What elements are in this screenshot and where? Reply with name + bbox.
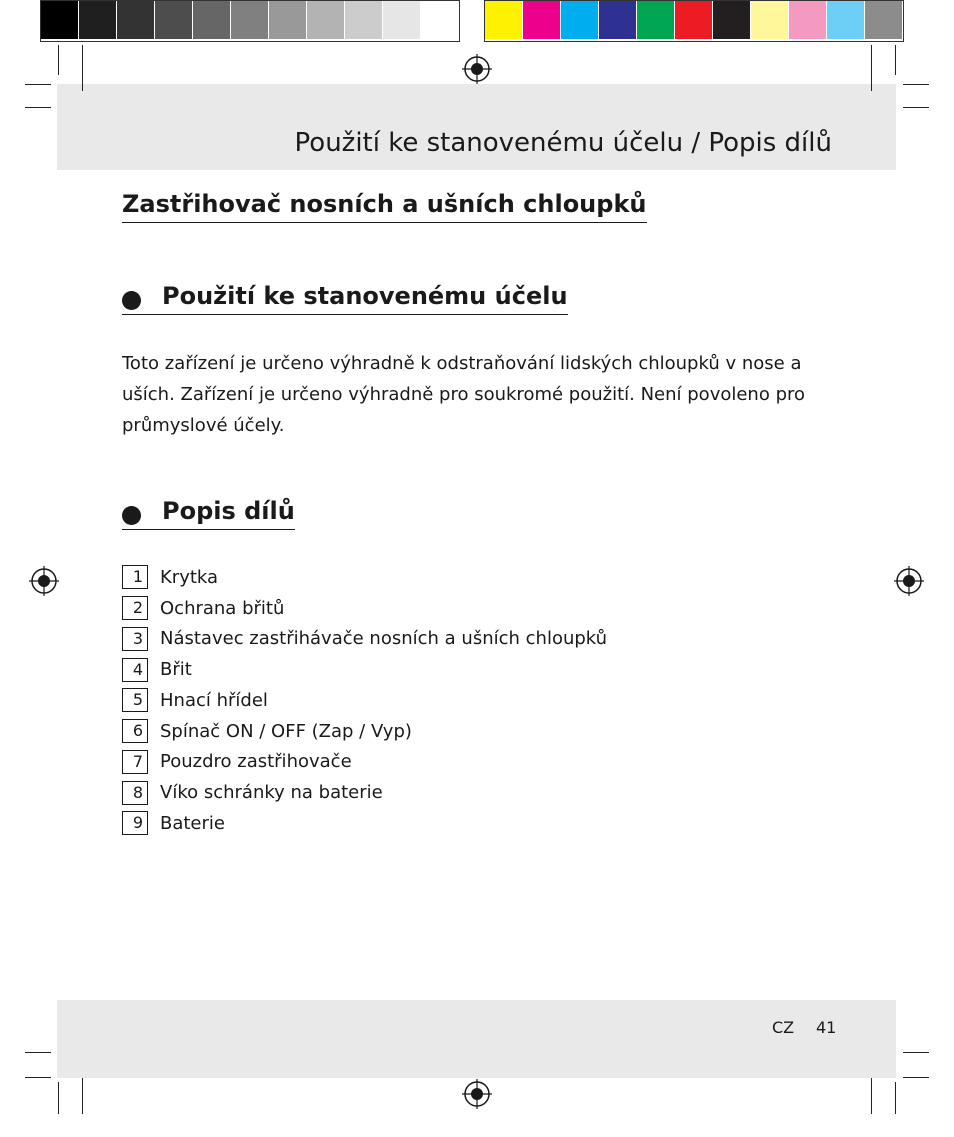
color-swatch [345,1,383,39]
list-item [122,777,607,808]
registration-mark-icon [462,54,492,84]
crop-mark [25,1077,51,1078]
color-swatch [827,1,865,39]
part-label: Pouzdro zastřihovače [160,751,352,773]
part-number-box: 8 [122,781,148,805]
crop-mark [58,45,59,75]
color-swatch [155,1,193,39]
color-swatch [789,1,827,39]
intended-use-heading [122,282,568,315]
color-swatch [307,1,345,39]
crop-mark [58,1082,59,1114]
part-label: Břit [160,659,192,681]
parts-list [122,562,607,839]
registration-mark-icon [462,1079,492,1109]
color-swatch [421,1,459,39]
part-label: Hnací hřídel [160,689,268,711]
crop-mark [895,1082,896,1114]
color-swatch [675,1,713,39]
intended-use-heading-text: Použití ke stanovenému účelu [162,282,568,310]
part-number-box: 3 [122,627,148,651]
list-item [122,593,607,624]
color-swatch [231,1,269,39]
crop-mark [82,1074,83,1114]
part-number-box: 2 [122,596,148,620]
part-number-box: 4 [122,658,148,682]
crop-mark [25,107,51,108]
list-item [122,685,607,716]
color-swatch [41,1,79,39]
crop-mark [903,1052,929,1053]
page-number: 41 [816,1018,837,1037]
page-title: Použití ke stanovenému účelu / Popis dílů [294,128,832,158]
bullet-icon [122,506,141,525]
list-item [122,716,607,747]
intended-use-text: Toto zařízení je určeno výhradně k odstraňování lidských chloupků v nose a uších. Zařízení je určeno výhradně pro soukromé použití. Není povoleno pro průmyslové účely. [122,353,806,436]
bullet-icon [122,291,141,310]
color-swatch [79,1,117,39]
crop-mark [871,45,872,91]
parts-heading-text: Popis dílů [162,497,295,525]
process-color-bar [484,0,904,42]
crop-mark [903,107,929,108]
part-number-box: 5 [122,688,148,712]
part-number-box: 7 [122,750,148,774]
crop-mark [25,84,51,85]
part-label: Víko schránky na baterie [160,782,383,804]
color-swatch [713,1,751,39]
color-swatch [561,1,599,39]
registration-mark-icon [894,566,924,596]
part-label: Nástavec zastřihávače nosních a ušních chloupků [160,628,608,650]
crop-mark [25,1052,51,1053]
color-swatch [383,1,421,39]
crop-mark [82,45,83,91]
part-number-box: 1 [122,565,148,589]
color-swatch [523,1,561,39]
part-label: Krytka [160,566,219,588]
crop-mark [871,1074,872,1114]
color-swatch [637,1,675,39]
registration-mark-icon [29,566,59,596]
footer-language: CZ [772,1018,795,1037]
grayscale-color-bar [40,0,460,42]
crop-mark [903,1077,929,1078]
list-item [122,624,607,655]
part-number-box: 9 [122,811,148,835]
part-label: Ochrana břitů [160,597,285,619]
list-item [122,562,607,593]
color-swatch [751,1,789,39]
crop-mark [895,45,896,75]
color-swatch [599,1,637,39]
part-label: Spínač ON / OFF (Zap / Vyp) [160,720,412,742]
list-item [122,654,607,685]
footer-band [57,1000,896,1078]
list-item [122,747,607,778]
parts-heading [122,497,295,530]
color-swatch [269,1,307,39]
color-swatch [193,1,231,39]
list-item [122,808,607,839]
part-number-box: 6 [122,719,148,743]
color-swatch [117,1,155,39]
part-label: Baterie [160,812,225,834]
color-swatch [485,1,523,39]
crop-mark [903,84,929,85]
color-swatch [865,1,903,39]
product-title: Zastřihovač nosních a ušních chloupků [122,190,647,223]
